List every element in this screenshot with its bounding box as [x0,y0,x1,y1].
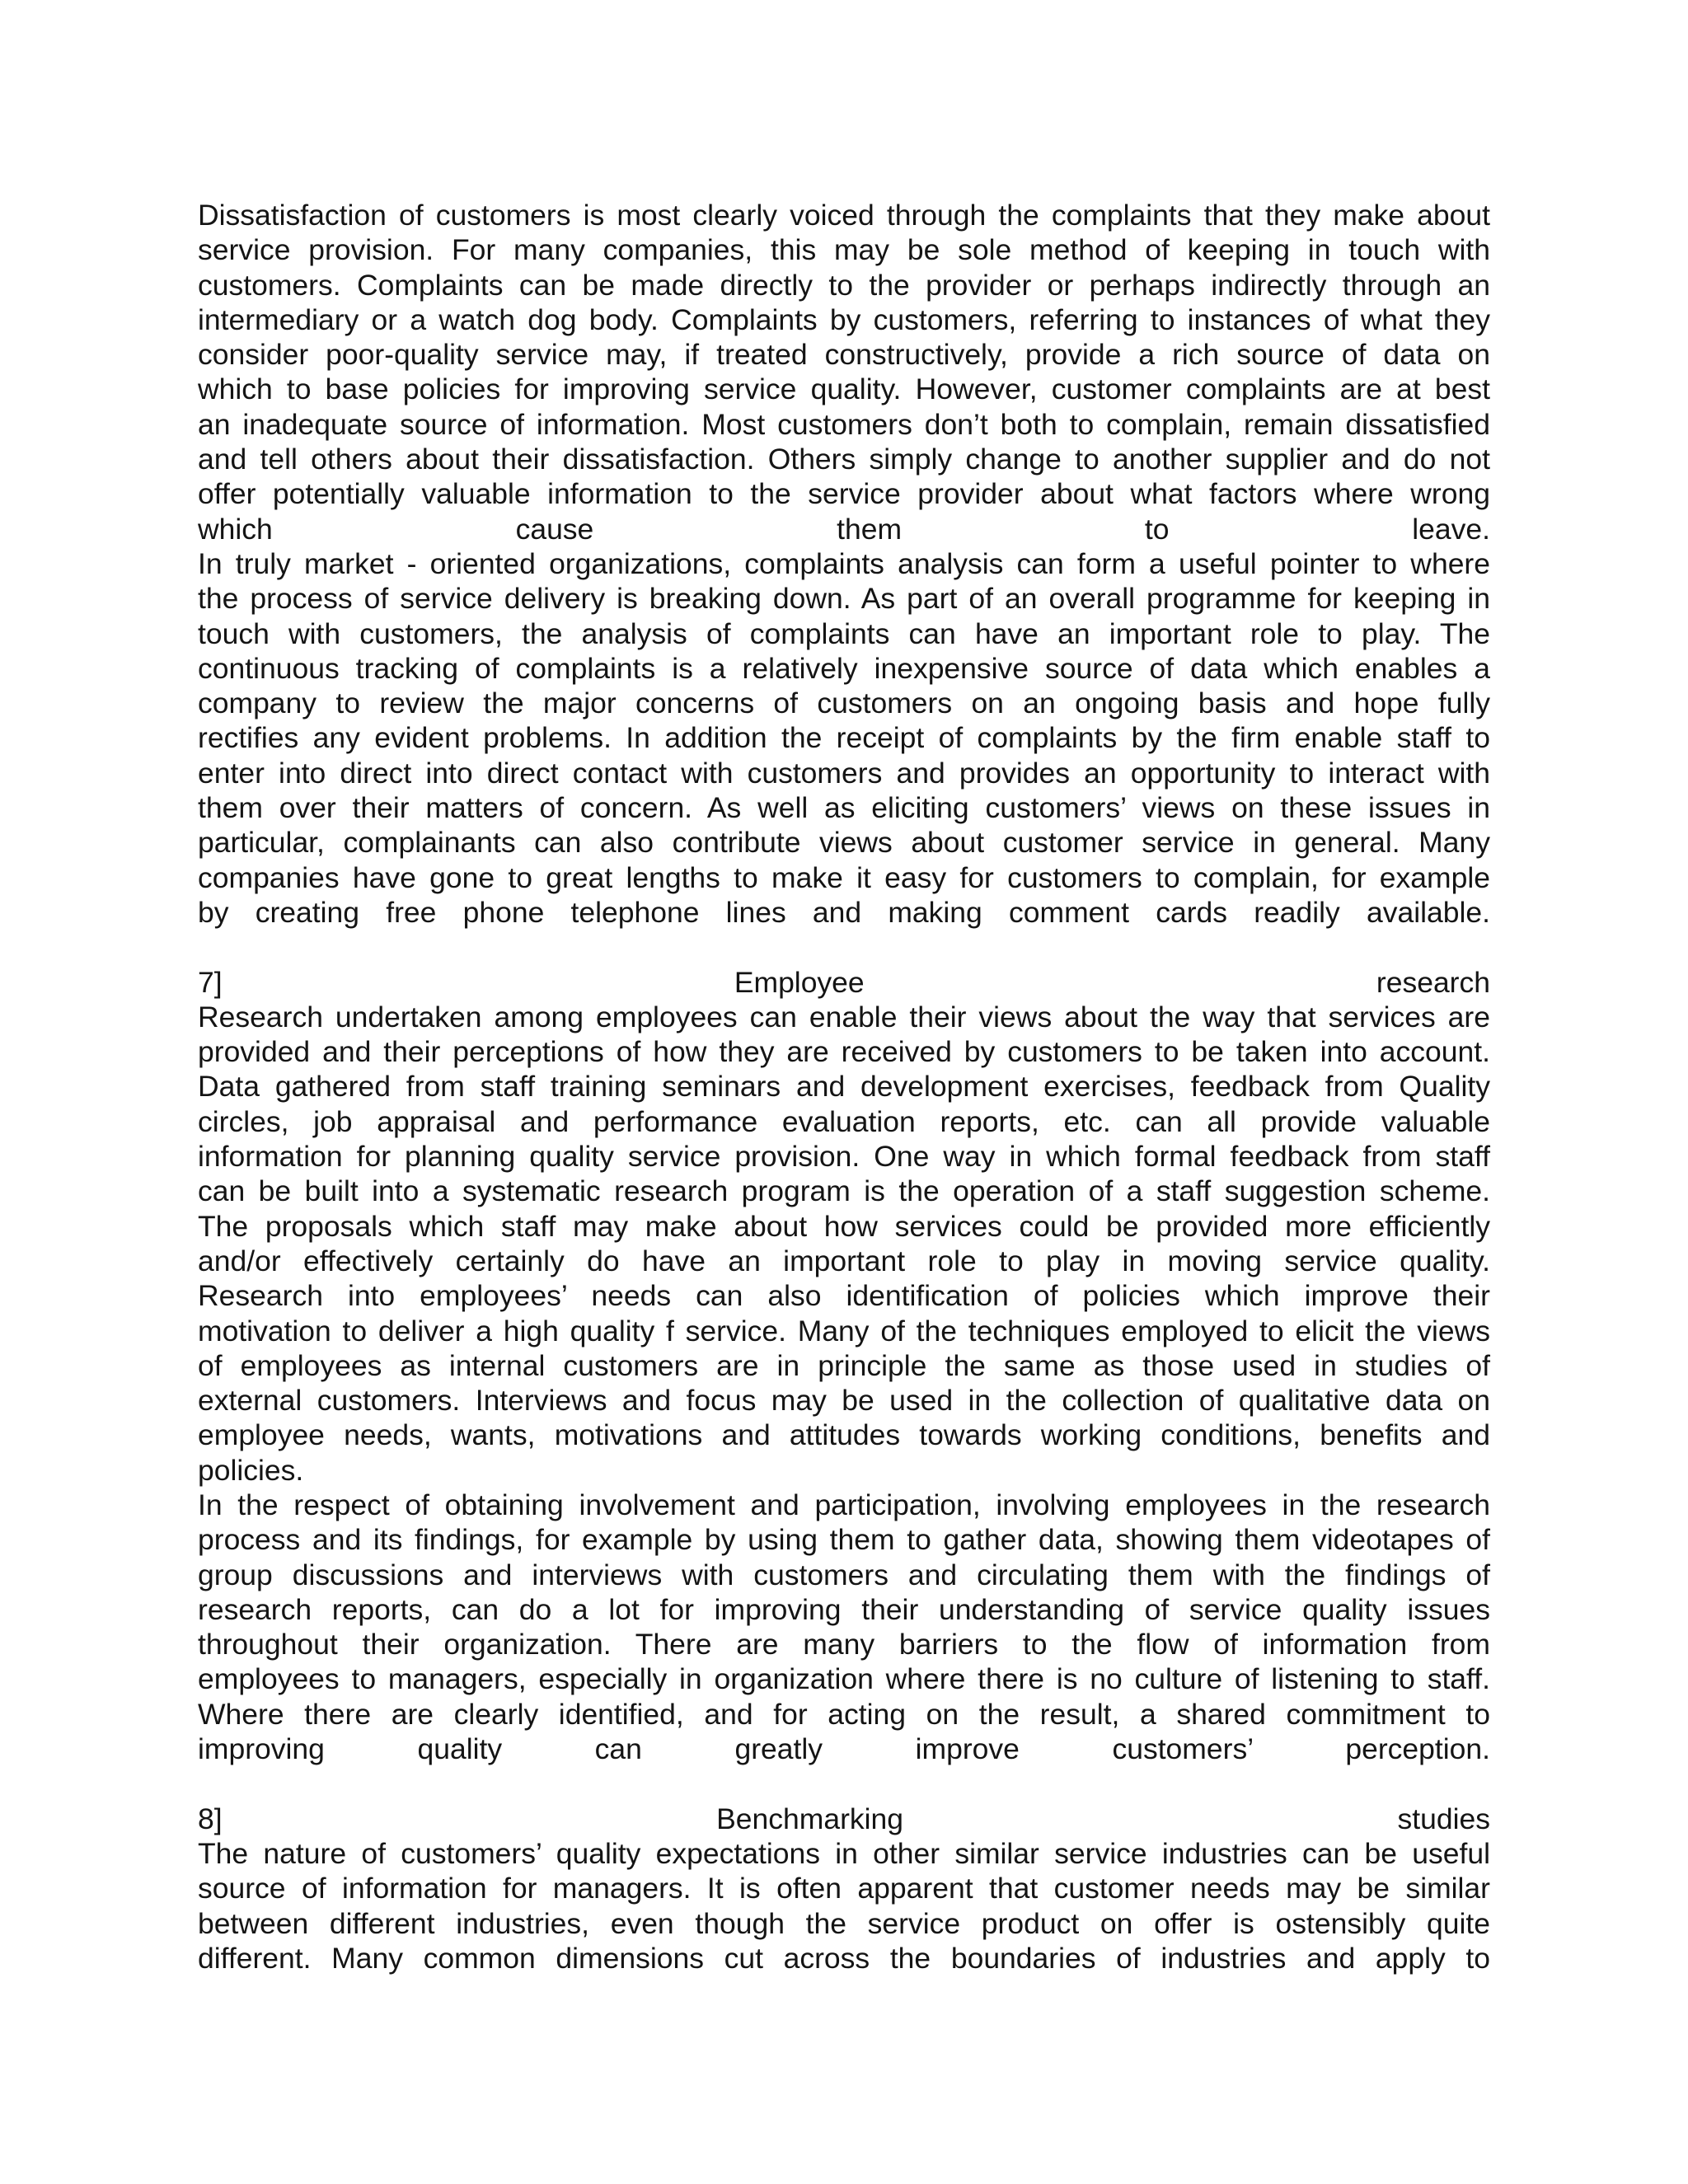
text-line: enter into direct into direct contact with customers and provides an opportunity to interact with [198,756,1490,790]
text-line: In the respect of obtaining involvement and participation, involving employees in the research [198,1488,1490,1521]
text-line: touch with customers, the analysis of complaints can have an important role to play. The [198,616,1490,650]
text-line: service provision. For many companies, this may be sole method of keeping in touch with [198,233,1490,267]
text-line: different. Many common dimensions cut across the boundaries of industries and apply to [198,1941,1490,1975]
text-line: external customers. Interviews and focus may be used in the collection of qualitative data on [198,1384,1490,1418]
text-line: provided and their perceptions of how they are received by customers to be taken into account. [198,1035,1490,1069]
document-page [198,198,1490,1975]
text-line: improving quality can greatly improve customers’ perception. [198,1732,1490,1766]
text-line: and tell others about their dissatisfaction. Others simply change to another supplier and do not [198,443,1490,476]
text-line: policies. [198,1453,304,1487]
text-line: by creating free phone telephone lines and making comment cards readily available. [198,895,1490,929]
text-line: group discussions and interviews with customers and circulating them with the findings of [198,1558,1490,1591]
text-line: throughout their organization. There are many barriers to the flow of information from [198,1628,1490,1661]
text-line: company to review the major concerns of customers on an ongoing basis and hope fully [198,687,1490,720]
text-line: rectifies any evident problems. In addition the receipt of complaints by the firm enable staff to [198,721,1490,755]
text-line: In truly market - oriented organizations, complaints analysis can form a useful pointer to where [198,546,1490,580]
text-line: an inadequate source of information. Most customers don’t both to complain, remain dissatisfied [198,407,1490,441]
text-line: The nature of customers’ quality expectations in other similar service industries can be useful [198,1836,1490,1870]
text-line: motivation to deliver a high quality f service. Many of the techniques employed to elicit the views [198,1314,1490,1347]
text-line: intermediary or a watch dog body. Complaints by customers, referring to instances of what they [198,302,1490,336]
text-line: and/or effectively certainly do have an important role to play in moving service quality. [198,1244,1490,1277]
complaints-paragraph-1 [198,198,1490,546]
text-line: source of information for managers. It is often apparent that customer needs may be similar [198,1872,1490,1905]
text-line: employee needs, wants, motivations and attitudes towards working conditions, benefits and [198,1418,1490,1452]
text-line: particular, complainants can also contribute views about customer service in general. Many [198,826,1490,860]
text-line: which to base policies for improving service quality. However, customer complaints are at best [198,373,1490,406]
complaints-paragraph-2 [198,546,1490,930]
text-line: which cause them to leave. [198,512,1490,546]
text-line: consider poor-quality service may, if treated constructively, provide a rich source of data on [198,338,1490,372]
text-line: of employees as internal customers are in principle the same as those used in studies of [198,1348,1490,1382]
paragraph-gap [198,930,1490,964]
text-line: information for planning quality service provision. One way in which formal feedback from staff [198,1140,1490,1174]
text-line: companies have gone to great lengths to make it easy for customers to complain, for example [198,860,1490,894]
text-line: process and its findings, for example by using them to gather data, showing them videotapes of [198,1523,1490,1557]
benchmarking-paragraph-1 [198,1836,1490,1975]
text-line: Research into employees’ needs can also identification of policies which improve their [198,1279,1490,1313]
text-line: offer potentially valuable information to the service provider about what factors where wrong [198,477,1490,511]
text-line: circles, job appraisal and performance evaluation reports, etc. can all provide valuable [198,1104,1490,1138]
text-line: Data gathered from staff training seminars and development exercises, feedback from Quality [198,1070,1490,1104]
text-line: Dissatisfaction of customers is most clearly voiced through the complaints that they make about [198,199,1490,232]
text-line: the process of service delivery is breaking down. As part of an overall programme for keeping in [198,582,1490,616]
section-heading-benchmarking-studies: 8] Benchmarking studies [198,1802,1490,1835]
employee-research-paragraph-1 [198,1000,1490,1488]
text-line: The proposals which staff may make about how services could be provided more efficiently [198,1209,1490,1243]
text-line: employees to managers, especially in organization where there is no culture of listening to staff. [198,1662,1490,1696]
paragraph-gap [198,1766,1490,1801]
text-line: Where there are clearly identified, and for acting on the result, a shared commitment to [198,1697,1490,1731]
text-line: them over their matters of concern. As well as eliciting customers’ views on these issues in [198,791,1490,825]
text-line: continuous tracking of complaints is a relatively inexpensive source of data which enables a [198,651,1490,685]
text-line: Research undertaken among employees can enable their views about the way that services are [198,1000,1490,1033]
text-line: research reports, can do a lot for improving their understanding of service quality issues [198,1592,1490,1626]
text-line: can be built into a systematic research program is the operation of a staff suggestion scheme. [198,1174,1490,1208]
text-line: between different industries, even though the service product on offer is ostensibly quite [198,1906,1490,1940]
text-line: customers. Complaints can be made directly to the provider or perhaps indirectly through an [198,268,1490,302]
section-heading-employee-research: 7] Employee research [198,965,1490,999]
employee-research-paragraph-2 [198,1488,1490,1766]
